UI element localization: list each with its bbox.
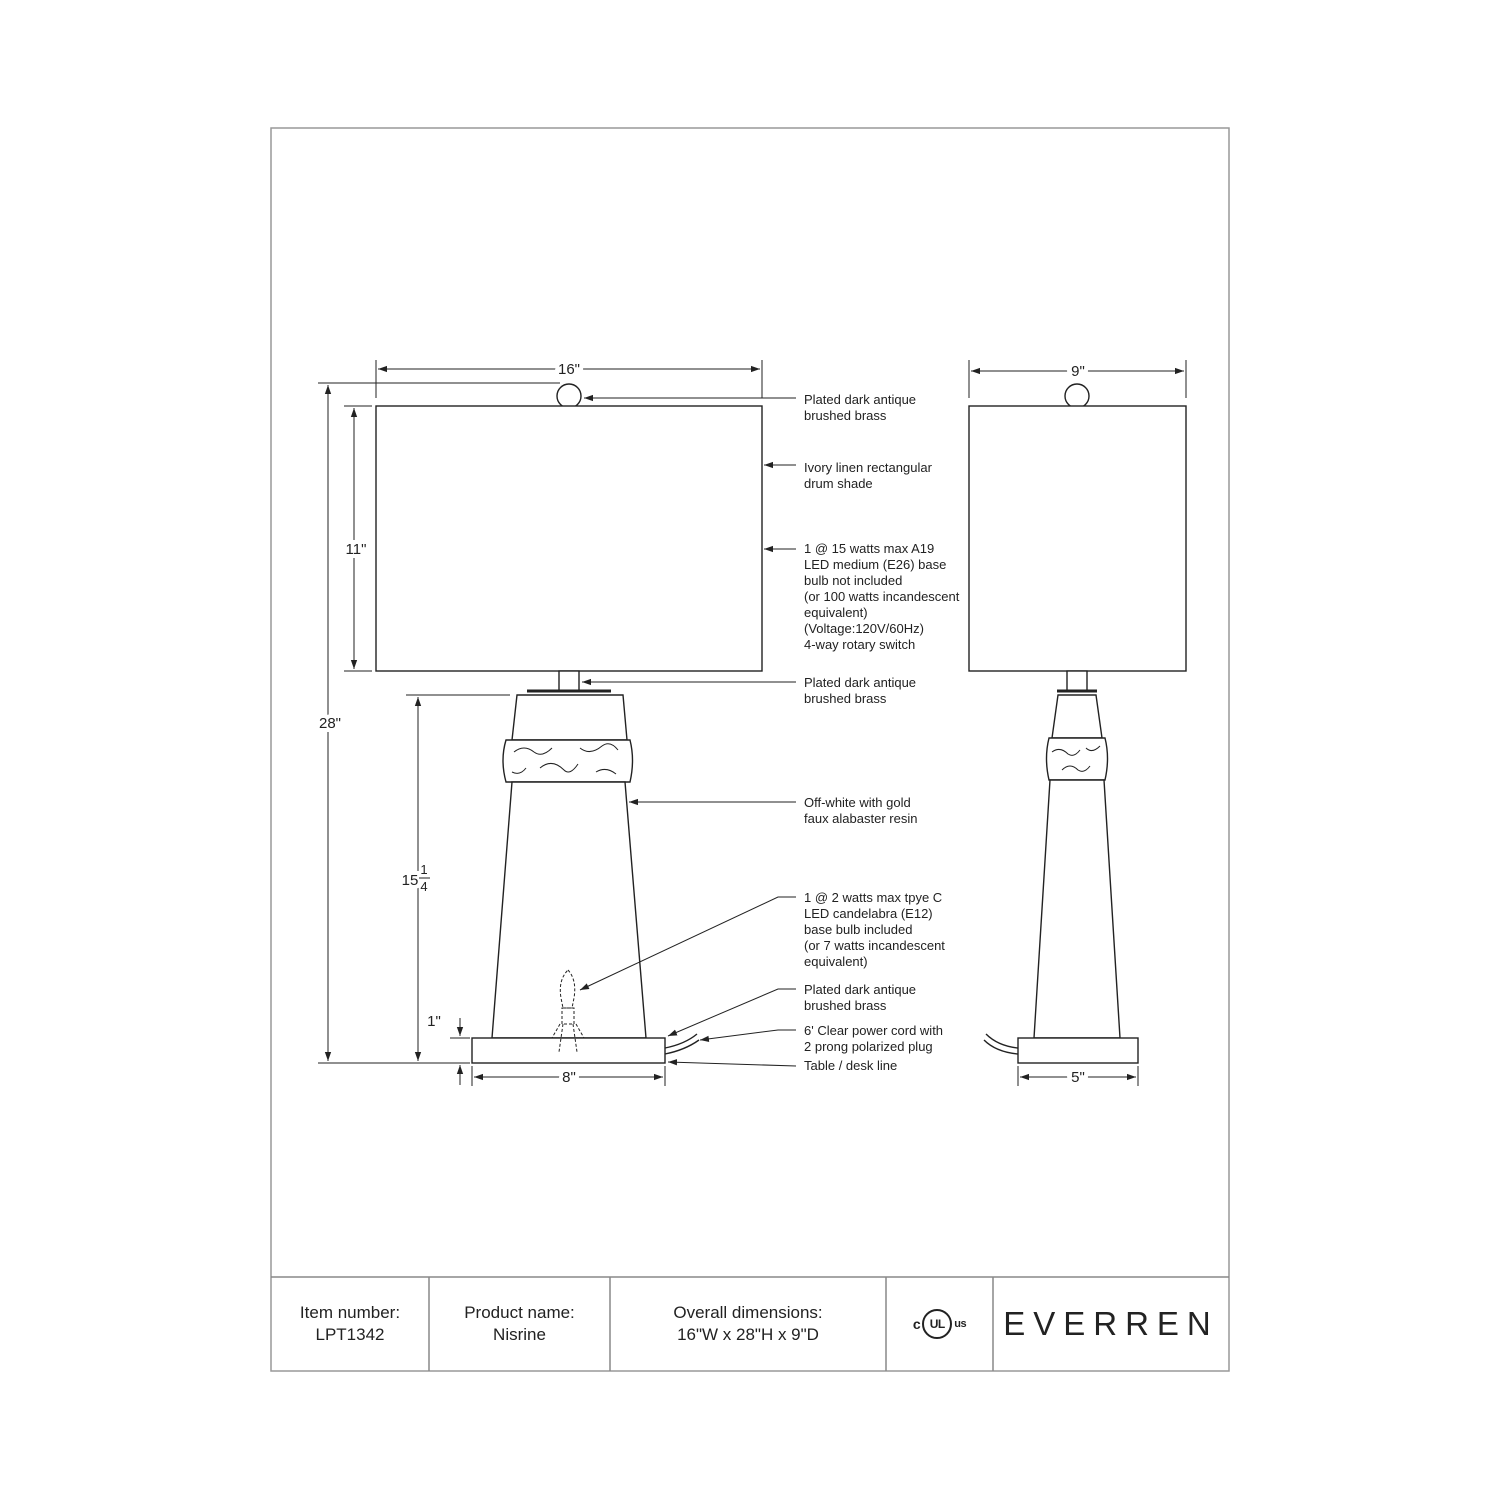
front-shade [376, 406, 762, 671]
overall-dimensions-value: 16"W x 28"H x 9"D [677, 1325, 819, 1344]
side-power-cord [984, 1034, 1018, 1054]
overall-dimensions-label: Overall dimensions: [673, 1303, 823, 1322]
callout-finial-finish: Plated dark antique brushed brass [804, 392, 917, 423]
cul-us-listed-mark: c UL us [913, 1309, 966, 1339]
leader-base-brass [668, 989, 796, 1036]
product-name-cell [429, 1278, 610, 1370]
item-number-label: Item number: [299, 1303, 401, 1322]
overall-height-label: 28" [318, 715, 342, 732]
item-number-cell [271, 1278, 429, 1370]
shade-height-label: 11" [345, 541, 367, 558]
callout-main-bulb: 1 @ 15 watts max A19 LED medium (E26) base bulb not included (or 100 watts incandescent equivalent) (Voltage:120V/60Hz) 4-way rotary switch [804, 541, 960, 652]
front-base-plinth [472, 1038, 665, 1063]
base-height-label-num: 1 [420, 862, 428, 877]
callout-power-cord: 6' Clear power cord with 2 prong polarized plug [804, 1023, 944, 1054]
front-finial [557, 384, 581, 408]
callout-night-light: 1 @ 2 watts max tpye C LED candelabra (E12) base bulb included (or 7 watts incandescent equivalent) [804, 890, 945, 969]
plinth-height-label: 1" [427, 1013, 441, 1030]
side-base-plinth [1018, 1038, 1138, 1063]
callout-neck-finish: Plated dark antique brushed brass [804, 675, 917, 706]
side-view-lamp [969, 384, 1186, 1063]
item-number-value: LPT1342 [315, 1325, 385, 1344]
front-base-width-label: 8" [562, 1069, 576, 1086]
brand-logo: EVERREN [1003, 1305, 1219, 1342]
front-alabaster-band [503, 740, 633, 782]
front-body [492, 782, 646, 1038]
side-body [1034, 780, 1120, 1038]
certification-cell [886, 1278, 993, 1370]
product-name-label: Product name: [464, 1303, 575, 1322]
side-body-top [1052, 695, 1102, 738]
leader-table-line [668, 1062, 796, 1066]
front-body-top [512, 695, 627, 740]
front-width-label: 16" [557, 361, 581, 378]
base-height-label-den: 4 [420, 879, 428, 894]
product-name-value: Nisrine [493, 1325, 546, 1344]
front-power-cord [665, 1034, 699, 1054]
side-shade [969, 406, 1186, 671]
front-neck [559, 671, 579, 691]
callout-shade: Ivory linen rectangular drum shade [804, 460, 932, 491]
front-view-lamp [376, 384, 762, 1063]
side-neck [1067, 671, 1087, 691]
side-width-label: 9" [1071, 363, 1085, 380]
brand-cell [993, 1278, 1229, 1370]
overall-dimensions-cell [610, 1278, 886, 1370]
side-base-width-label: 5" [1071, 1069, 1085, 1086]
base-height-label-whole: 15 [401, 872, 419, 889]
side-finial [1065, 384, 1089, 408]
callout-base-finish: Plated dark antique brushed brass [804, 982, 917, 1013]
callout-table-line: Table / desk line [804, 1058, 898, 1073]
leader-power-cord [700, 1030, 796, 1040]
side-alabaster-band [1047, 738, 1108, 780]
callout-body-material: Off-white with gold faux alabaster resin [804, 795, 918, 826]
